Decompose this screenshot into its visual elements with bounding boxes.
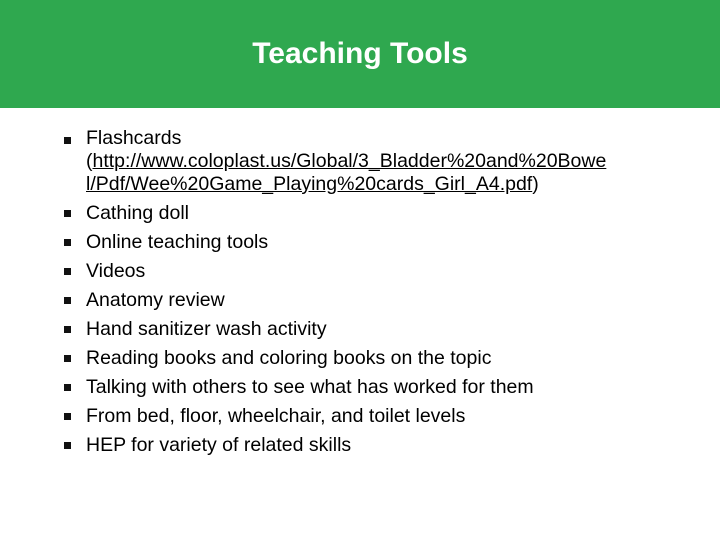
list-item bbox=[62, 286, 702, 315]
list-item-text: Videos bbox=[86, 260, 146, 282]
list-item bbox=[62, 257, 702, 286]
paren-open: ( bbox=[86, 150, 93, 172]
list-item bbox=[62, 344, 702, 373]
list-item-flashcards bbox=[62, 127, 702, 196]
list-item bbox=[62, 431, 702, 460]
list-item bbox=[62, 199, 702, 228]
list-item-text: Anatomy review bbox=[86, 289, 225, 311]
list-item bbox=[62, 402, 702, 431]
square-bullet-icon bbox=[62, 373, 86, 402]
list-item bbox=[62, 315, 702, 344]
square-bullet-icon bbox=[62, 315, 86, 344]
list-item bbox=[62, 228, 702, 257]
square-bullet-icon bbox=[62, 127, 86, 154]
bullet-list bbox=[62, 127, 702, 460]
list-item-label: Flashcards bbox=[86, 127, 182, 149]
square-bullet-icon bbox=[62, 286, 86, 315]
list-item-text: HEP for variety of related skills bbox=[86, 434, 352, 456]
list-item bbox=[62, 373, 702, 402]
paren-close: ) bbox=[532, 173, 539, 195]
square-bullet-icon bbox=[62, 257, 86, 286]
list-item-text: Hand sanitizer wash activity bbox=[86, 318, 327, 340]
square-bullet-icon bbox=[62, 344, 86, 373]
list-item-text: From bed, floor, wheelchair, and toilet levels bbox=[86, 405, 466, 427]
square-bullet-icon bbox=[62, 228, 86, 257]
list-item-text: Talking with others to see what has worked for them bbox=[86, 376, 534, 398]
square-bullet-icon bbox=[62, 402, 86, 431]
slide-title: Teaching Tools bbox=[252, 37, 468, 70]
list-item-text: Cathing doll bbox=[86, 202, 189, 224]
flashcards-link-part2[interactable]: l/Pdf/Wee%20Game_Playing%20cards_Girl_A4.pdf bbox=[86, 173, 533, 195]
square-bullet-icon bbox=[62, 199, 86, 228]
flashcards-link-part1[interactable]: http://www.coloplast.us/Global/3_Bladder%20and%20Bowe bbox=[92, 150, 607, 172]
square-bullet-icon bbox=[62, 431, 86, 460]
list-item-text: Online teaching tools bbox=[86, 231, 269, 253]
list-item-text: Reading books and coloring books on the topic bbox=[86, 347, 492, 369]
